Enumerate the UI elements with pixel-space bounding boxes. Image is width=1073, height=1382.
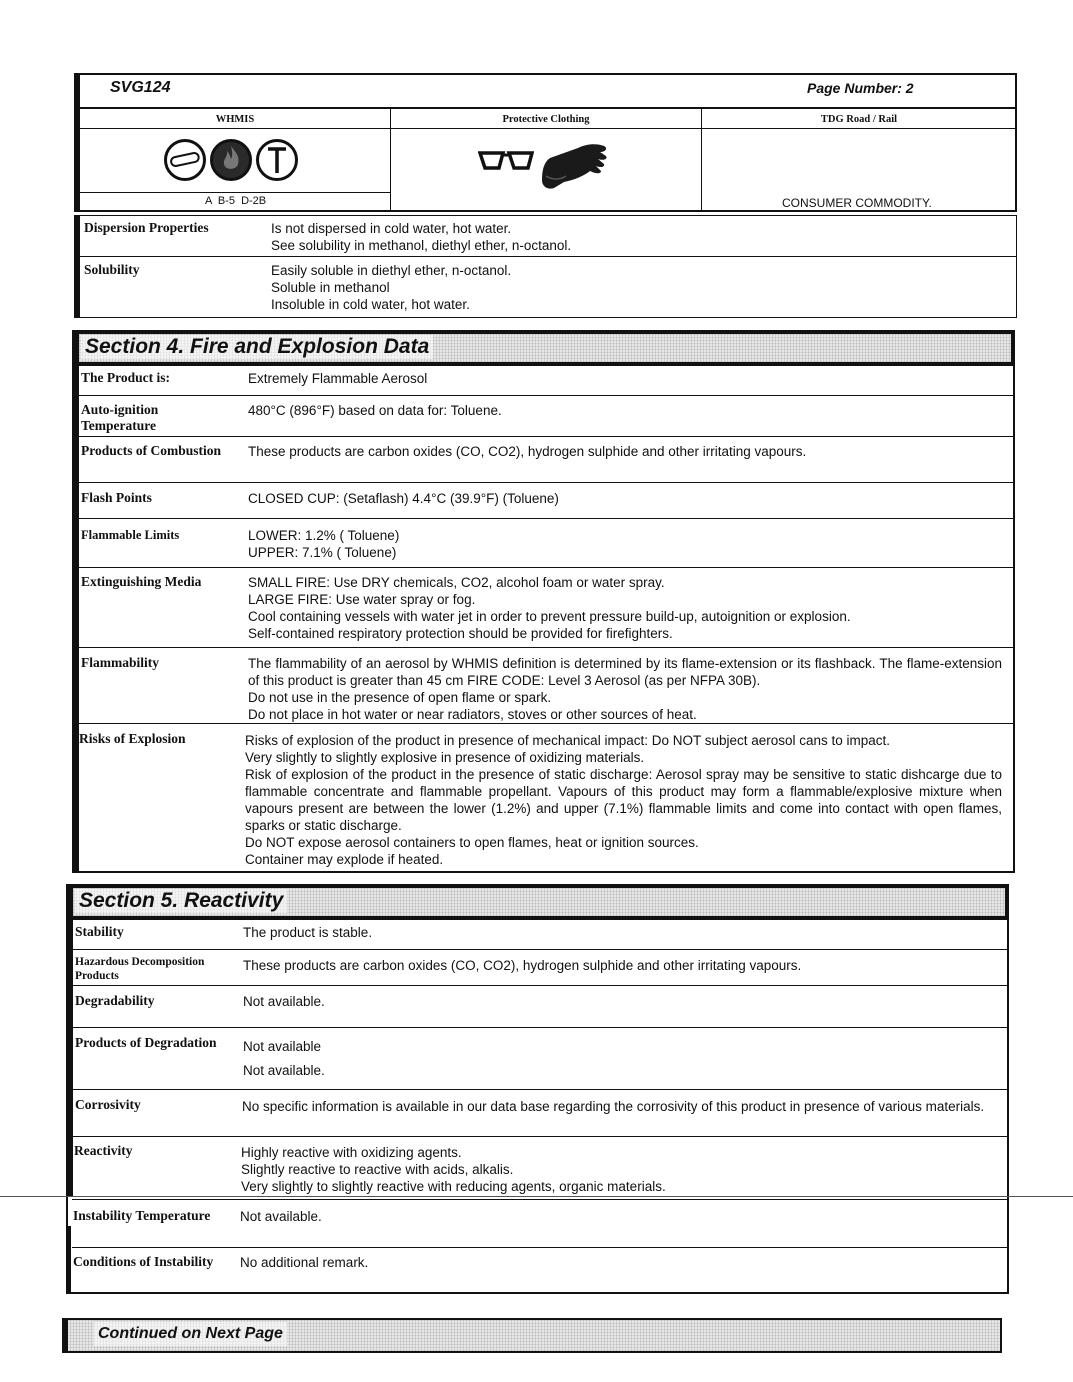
section4-left-bar: [72, 330, 79, 873]
section5-divider-1: [72, 918, 1008, 920]
dispersion-properties-label: Dispersion Properties: [84, 220, 209, 235]
hazardous-decomposition-value: These products are carbon oxides (CO, CO2), hydrogen sulphide and other irritating vapours.: [243, 958, 802, 973]
whmis-classes: A B-5 D-2B: [205, 195, 267, 207]
section4-divider-2: [78, 395, 1014, 396]
products-of-degradation-value: Not available Not available.: [243, 1039, 325, 1078]
page-number: Page Number: 2: [807, 80, 914, 96]
auto-ignition-label: Auto-ignition Temperature: [81, 402, 159, 433]
products-of-degradation-label: Products of Degradation: [75, 1035, 217, 1050]
safety-glasses-icon: [478, 150, 534, 172]
flammable-limits-value: LOWER: 1.2% ( Toluene) UPPER: 7.1% ( Toluene): [248, 528, 400, 560]
reactivity-value: Highly reactive with oxidizing agents. Slightly reactive to reactive with acids, alkalis. Very slightly to slightly reactive with reducing agents, organic materials.: [241, 1145, 666, 1194]
products-of-combustion-value: These products are carbon oxides (CO, CO2), hydrogen sulphide and other irritating vapours.: [248, 444, 807, 459]
section4-divider-3: [78, 436, 1014, 437]
header-divider: [80, 107, 1016, 109]
instability-temperature-value: Not available.: [240, 1209, 322, 1224]
corrosivity-value: No specific information is available in our data base regarding the corrosivity of this product in presence of various materials.: [242, 1099, 985, 1114]
section5-divider-5: [72, 1089, 1008, 1090]
section5-divider-2: [72, 949, 1008, 950]
risks-of-explosion-value: Risks of explosion of the product in presence of mechanical impact: Do NOT subject aerosol cans to impact. Very slightly to slightly explosive in presence of oxidizing materials. Risk of explosion of the product in the presence of static discharge: Aerosol spray may be sensitive to static dishcarge due to flammable concentrate and flammable propellant. Vapours of this product may form a flammable/explosive mixture when vapours present are between the lower (1.2%) and upper (7.1%) flammable limits and come into contact with open flames, sparks or static discharge. Do NOT expose aerosol containers to open flames, heat or ignition sources. Container may explode if heated.: [245, 733, 1002, 867]
section3-row-divider: [80, 256, 1016, 257]
product-is-label: The Product is:: [81, 370, 171, 385]
section5-left-bar-lower: [66, 1226, 71, 1294]
tdg-column-header: TDG Road / Rail: [820, 114, 898, 125]
whmis-column-header: WHMIS: [215, 114, 255, 125]
protective-clothing-column-header: Protective Clothing: [502, 114, 590, 125]
section5-title: Section 5. Reactivity: [75, 889, 287, 913]
section3-left-bar: [74, 215, 80, 318]
flammable-icon: [209, 138, 253, 182]
toxic-other-effects-icon: [255, 138, 299, 182]
instability-temperature-label: Instability Temperature: [73, 1208, 211, 1223]
conditions-of-instability-value: No additional remark.: [240, 1255, 369, 1270]
flash-points-value: CLOSED CUP: (Setaflash) 4.4°C (39.9°F) (Toluene): [248, 491, 559, 506]
continued-left-bar: [62, 1318, 68, 1353]
section4-title: Section 4. Fire and Explosion Data: [81, 335, 433, 359]
risks-of-explosion-label: Risks of Explosion: [79, 731, 186, 746]
flammable-limits-label: Flammable Limits: [81, 528, 180, 542]
section4-divider-6: [78, 567, 1014, 568]
solubility-label: Solubility: [84, 262, 140, 277]
dispersion-properties-value: Is not dispersed in cold water, hot water. See solubility in methanol, diethyl ether, n-octanol.: [271, 221, 572, 253]
section5-divider-7: [72, 1199, 1008, 1200]
auto-ignition-value: 480°C (896°F) based on data for: Toluene.: [248, 403, 502, 418]
section4-divider-5: [78, 518, 1014, 519]
gloves-icon: [538, 140, 610, 192]
stability-value: The product is stable.: [243, 925, 373, 940]
section4-divider-1: [78, 364, 1014, 366]
header-whmis-bottom-line: [80, 192, 390, 193]
degradability-value: Not available.: [243, 994, 325, 1009]
hazardous-decomposition-label: Hazardous Decomposition Products: [75, 956, 205, 982]
header-subheader-line: [80, 128, 1016, 129]
degradability-label: Degradability: [75, 993, 155, 1008]
extinguishing-media-label: Extinguishing Media: [81, 574, 202, 589]
section5-divider-3: [72, 985, 1008, 986]
section4-divider-4: [78, 482, 1014, 483]
section5-divider-6: [72, 1136, 1008, 1137]
extinguishing-media-value: SMALL FIRE: Use DRY chemicals, CO2, alcohol foam or water spray. LARGE FIRE: Use water spray or fog. Cool containing vessels with water jet in order to prevent pressure build-up, autoignition or explosion. Self-contained respiratory protection should be provided for firefighters.: [248, 575, 851, 641]
section4-divider-8: [78, 723, 1014, 724]
flammability-label: Flammability: [81, 655, 159, 670]
compressed-gas-icon: [163, 138, 207, 182]
section5-left-bar: [66, 884, 73, 1196]
product-is-value: Extremely Flammable Aerosol: [248, 371, 428, 386]
section4-divider-7: [78, 647, 1014, 648]
scan-artifact-line: [0, 1196, 1073, 1197]
solubility-value: Easily soluble in diethyl ether, n-octanol. Soluble in methanol Insoluble in cold water, hot water.: [271, 263, 512, 312]
continued-on-next-page: Continued on Next Page: [94, 1322, 287, 1346]
products-of-combustion-label: Products of Combustion: [81, 443, 222, 458]
flammability-value: The flammability of an aerosol by WHMIS definition is determined by its flame-extension or its flashback. The flame-extension of this product is greater than 45 cm FIRE CODE: Level 3 Aerosol (as per NFPA 30B). Do not use in the presence of open flame or spark. Do not place in hot water or near radiators, stoves or other sources of heat.: [248, 656, 1002, 722]
corrosivity-label: Corrosivity: [75, 1097, 141, 1112]
section5-divider-4: [72, 1027, 1008, 1028]
stability-label: Stability: [75, 924, 124, 939]
product-code: SVG124: [110, 79, 171, 96]
tdg-class: CONSUMER COMMODITY.: [782, 196, 932, 210]
reactivity-label: Reactivity: [74, 1143, 133, 1158]
flash-points-label: Flash Points: [81, 490, 152, 505]
conditions-of-instability-label: Conditions of Instability: [73, 1254, 214, 1269]
section5-divider-8: [72, 1247, 1008, 1248]
